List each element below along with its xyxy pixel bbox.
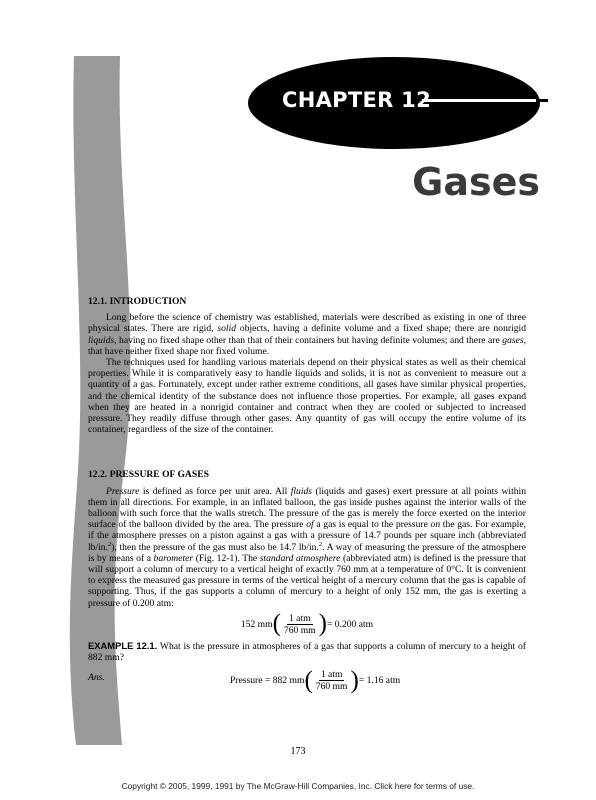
text-run: of — [306, 519, 314, 531]
text-run: solid — [217, 323, 237, 335]
text-run: gases — [502, 334, 524, 346]
chapter-title: Gases — [412, 160, 540, 204]
section-heading-introduction: 12.1. INTRODUCTION — [88, 296, 187, 307]
text-run: the gas. For example, if the atmosphere presses on a piston against a gas with a pressure of 14.7 pounds per square inch (abbreviated lb/in. — [88, 519, 526, 553]
chapter-content — [88, 296, 526, 695]
copyright-footer — [0, 781, 596, 791]
text-run: Long before the science of chemistry was established, materials were described as existing in one of three physical states. There are rigid, — [88, 312, 526, 335]
text-run: (liquids and gases) exert pressure at all points within them in all directions. For example, in an inflated balloon, the gas inside pushes against the interior walls of the balloon with such force that the walls stretch. The pressure of the gas is merely the force exerted on the interior surface of the balloon divided by the area. The pressure — [88, 485, 526, 531]
answer-equation — [230, 666, 401, 694]
text-run: 2 — [318, 540, 323, 548]
paren-open: ( — [272, 610, 281, 638]
text-run: , that have neither fixed shape nor fixed volume. — [88, 334, 526, 357]
paren-close: ) — [318, 610, 327, 638]
pressure-paragraph-1 — [88, 486, 526, 609]
text-run: The techniques used for handling various materials depend on their physical states as well as their chemical properties. While it is comparatively easy to handle liquids and solids, it is not as convenient to measure out a quantity of a gas. Fortunately, except under rather extreme conditions, all gases have similar physical properties, and the chemical identity of the substance does not influence those properties. For example, all gases expand when they are heated in a nonrigid container and contract when they are cooled or subjected to increased pressure. They readily diffuse through other gases. Any quantity of gas will occupy the entire volume of its container, regardless of the size of the container. — [88, 357, 526, 436]
answer-fraction-denominator: 760 mm — [315, 681, 348, 693]
text-run: objects, having a definite volume and a fixed shape; there are nonrigid — [236, 323, 527, 335]
text-run: on — [430, 519, 441, 531]
answer-equation-left: Pressure = 882 mm — [230, 675, 305, 687]
section-heading-pressure: 12.2. PRESSURE OF GASES — [88, 469, 209, 481]
text-run: (Fig. 12-1). The — [193, 552, 260, 564]
equation-pressure-conversion — [88, 610, 526, 638]
text-run: . A way of measuring the pressure of the atmosphere is by means of a — [88, 541, 526, 564]
copyright-terms-link[interactable]: Copyright © 2005, 1999, 1991 by The McGraw-Hill Companies, Inc. Click here for terms of use. — [121, 781, 475, 791]
fraction-numerator: 1 atm — [288, 612, 311, 624]
answer-fraction — [314, 669, 350, 692]
text-run: standard atmosphere — [259, 552, 341, 564]
example-block — [88, 640, 526, 663]
intro-paragraph-1 — [88, 312, 526, 357]
text-run: is defined as force per unit area. All — [139, 485, 291, 497]
page-number: 173 — [290, 746, 306, 757]
equation-fraction — [282, 613, 318, 636]
answer-fraction-numerator: 1 atm — [320, 669, 343, 681]
text-run: fluids — [290, 485, 313, 497]
fraction-denominator: 760 mm — [283, 624, 316, 636]
answer-paren-close: ) — [350, 666, 359, 694]
text-run: liquids — [88, 334, 115, 346]
text-run: Pressure — [106, 485, 140, 497]
answer-label: Ans. — [88, 672, 105, 684]
equation-left: 152 mm — [240, 618, 273, 630]
text-run: ), then the pressure of the gas must also be 14.7 lb/in. — [111, 541, 319, 553]
example-label: EXAMPLE 12.1. — [88, 639, 158, 651]
answer-paren-open: ( — [304, 666, 313, 694]
text-run: a gas is equal to the pressure — [313, 519, 431, 531]
text-run: 2 — [108, 540, 112, 548]
text-run: , having no fixed shape other than that of their containers but having definite volumes; and there are — [114, 334, 503, 346]
equation-right: = 0.200 atm — [326, 618, 374, 630]
example-question: What is the pressure in atmospheres of a gas that supports a column of mercury to a height of 882 mm? — [88, 640, 526, 664]
chapter-label: CHAPTER 12 — [282, 88, 432, 112]
example-answer — [88, 666, 526, 695]
intro-paragraph-2 — [88, 357, 526, 435]
answer-equation-right: = 1.16 atm — [358, 675, 401, 687]
text-run: (abbreviated atm) is defined is the pressure that will support a column of mercury to a vertical height of exactly 760 mm at a temperature of 0°C. It is convenient to express the measured gas pressure in terms of the vertical height of a mercury column that the gas is capable of supporting. Thus, if the gas supports a column of mercury to a height of only 152 mm, the gas is exerting a pressure of 0.200 atm: — [88, 552, 527, 609]
text-run: barometer — [153, 552, 194, 564]
